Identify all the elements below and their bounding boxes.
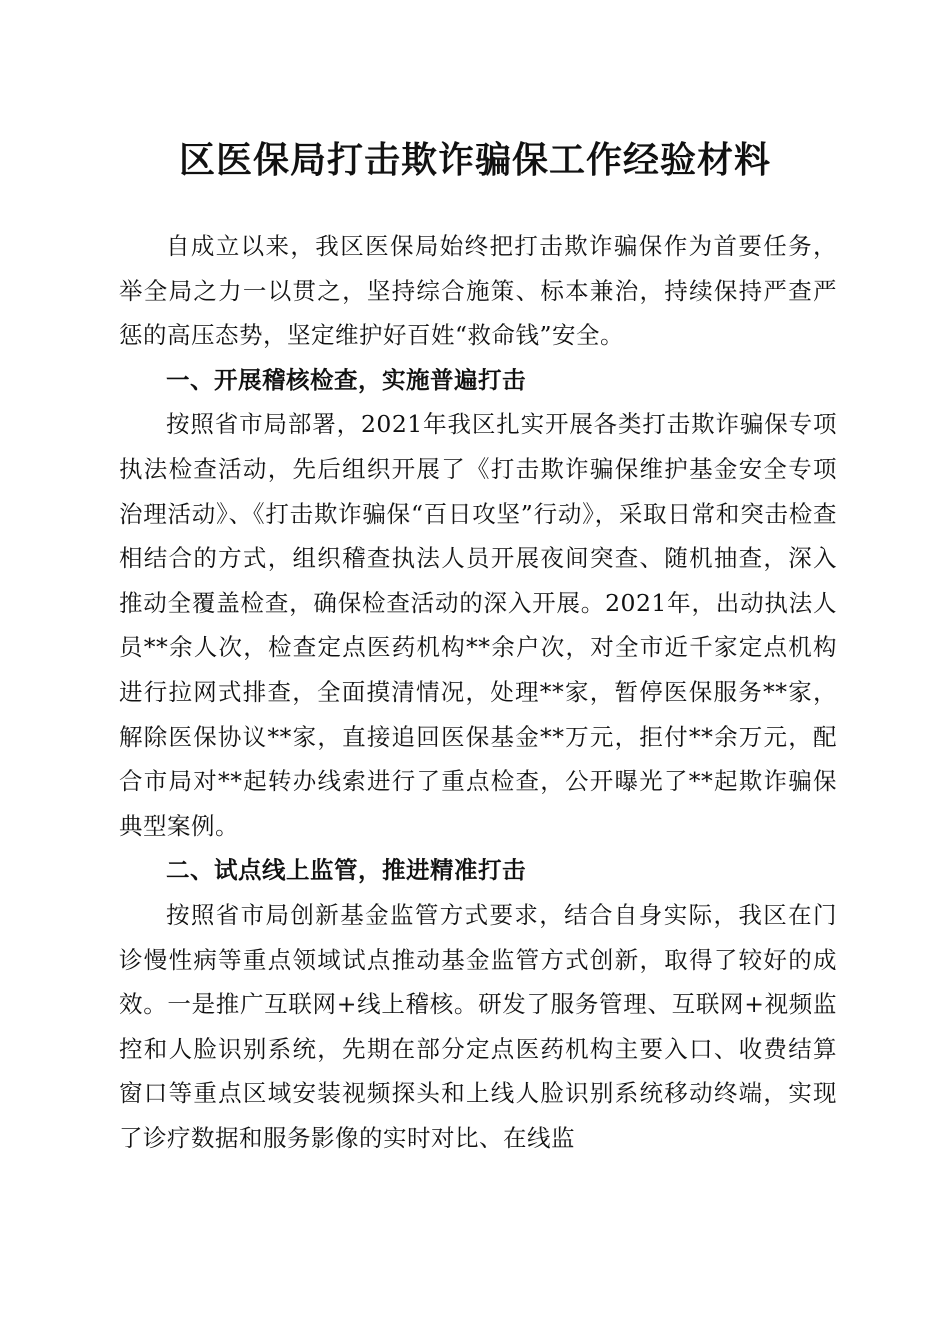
section-heading-1: 一、开展稽核检查，实施普遍打击 bbox=[166, 365, 526, 394]
section-paragraph-2: 按照省市局创新基金监管方式要求，结合自身实际，我区在门诊慢性病等重点领域试点推动基金监管方式创新，取得了较好的成效。一是推广互联网+线上稽核。研发了服务管理、互联网+视频监控和人脸识别系统，先期在部分定点医药机构主要入口、收费结算窗口等重点区域安装视频探头和上线人脸识别系统移动终端，实现了诊疗数据和服务影像的实时对比、在线监 bbox=[119, 900, 837, 1152]
document-title: 区医保局打击欺诈骗保工作经验材料 bbox=[178, 139, 771, 181]
section-heading-2: 二、试点线上监管，推进精准打击 bbox=[166, 856, 526, 885]
intro-paragraph: 自成立以来，我区医保局始终把打击欺诈骗保作为首要任务，举全局之力一以贯之，坚持综合施策、标本兼治，持续保持严查严惩的高压态势，坚定维护好百姓“救命钱”安全。 bbox=[119, 232, 837, 350]
section-paragraph-1: 按照省市局部署，2021年我区扎实开展各类打击欺诈骗保专项执法检查活动，先后组织开展了《打击欺诈骗保维护基金安全专项治理活动》、《打击欺诈骗保“百日攻坚”行动》，采取日常和突击检查相结合的方式，组织稽查执法人员开展夜间突查、随机抽查，深入推动全覆盖检查，确保检查活动的深入开展。2021年，出动执法人员**余人次，检查定点医药机构**余户次，对全市近千家定点机构进行拉网式排查，全面摸清情况，处理**家，暂停医保服务**家，解除医保协议**家，直接追回医保基金**万元，拒付**余万元，配合市局对**起转办线索进行了重点检查，公开曝光了**起欺诈骗保典型案例。 bbox=[119, 410, 837, 840]
document-body bbox=[119, 224, 837, 1160]
